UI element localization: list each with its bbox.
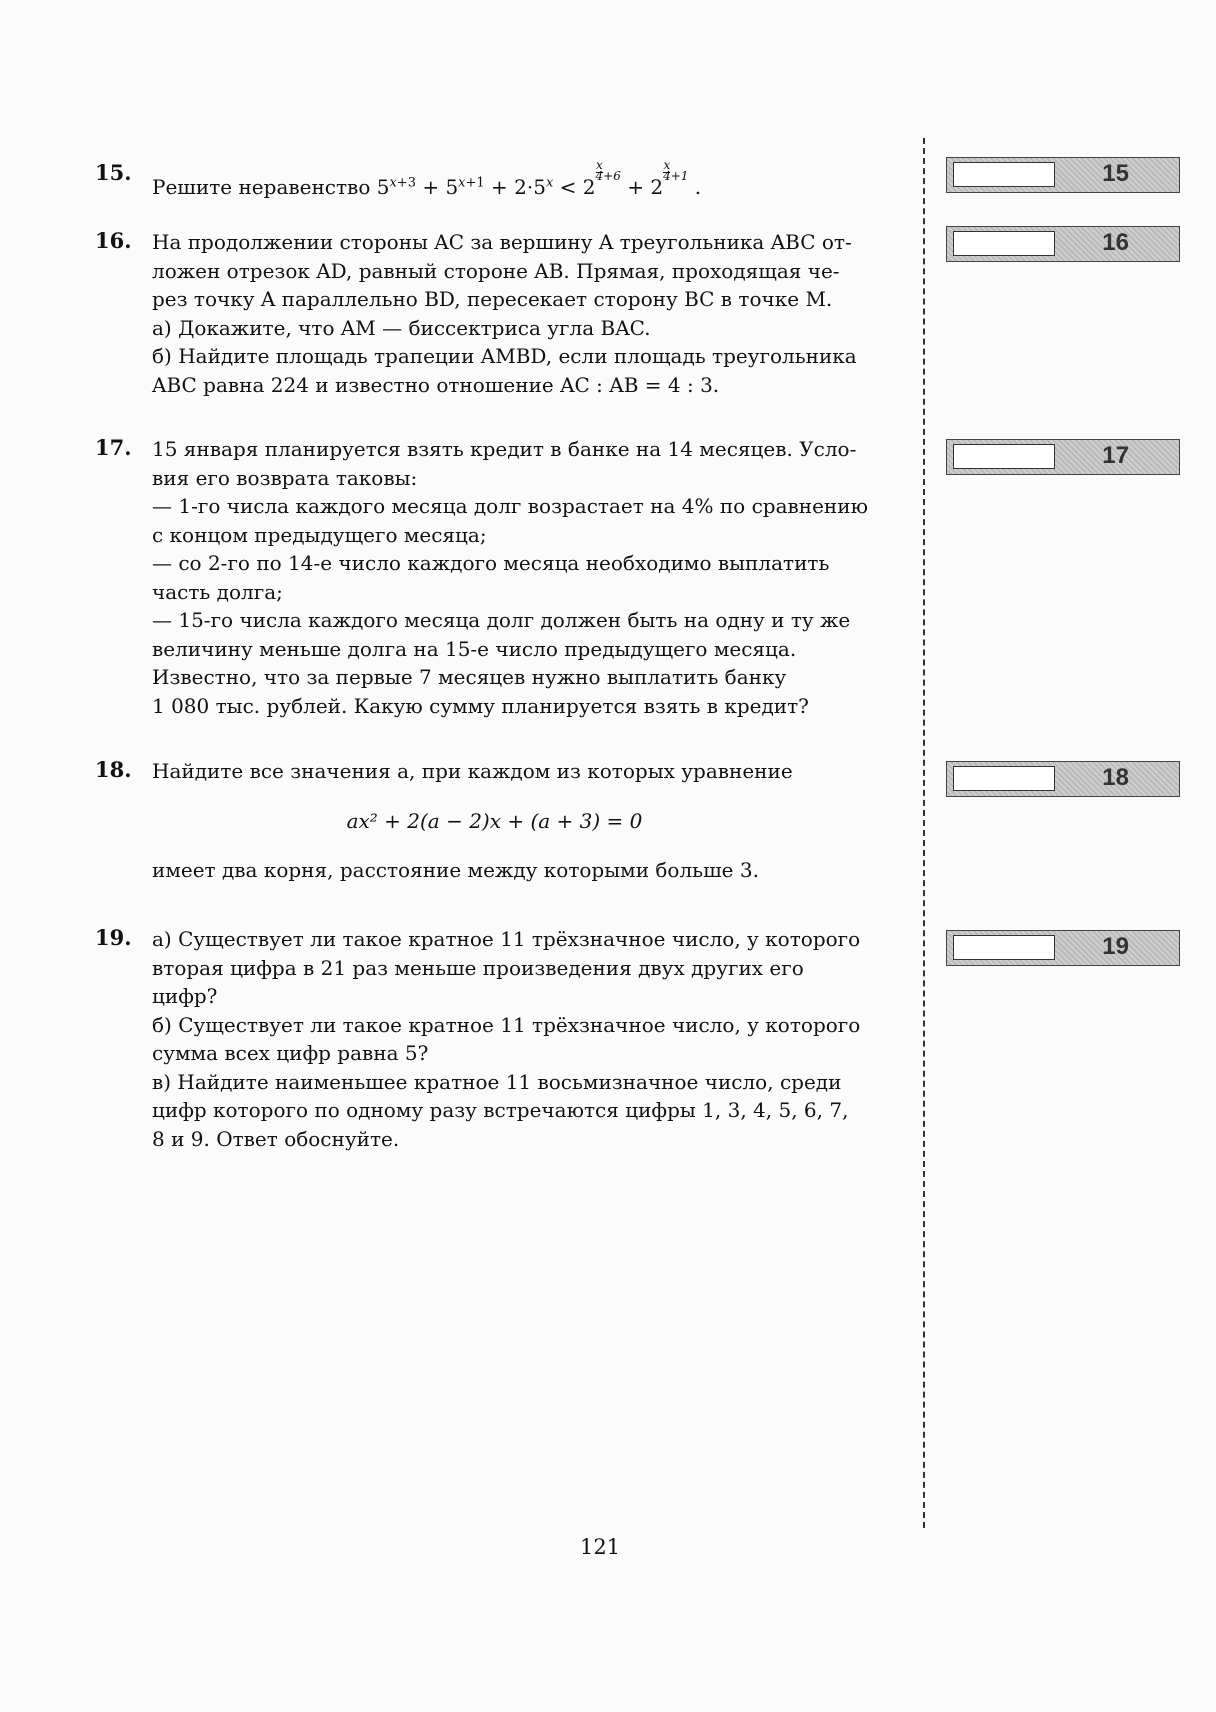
text-line: б) Существует ли такое кратное 11 трёхзначное число, у которого [152, 1012, 861, 1037]
answer-box-19[interactable] [946, 930, 1180, 966]
text-line: Найдите все значения a, при каждом из которых уравнение [152, 759, 793, 783]
text-line: 1 080 тыс. рублей. Какую сумму планируется взять в кредит? [152, 693, 809, 718]
text-line: сумма всех цифр равна 5? [152, 1041, 429, 1065]
text-line: цифр? [152, 984, 218, 1008]
text-line: с концом предыдущего месяца; [152, 522, 487, 547]
text-line: цифр которого по одному разу встречаются цифры 1, 3, 4, 5, 6, 7, [152, 1098, 849, 1122]
answer-box-label: 17 [1102, 442, 1129, 469]
answer-field[interactable] [953, 935, 1055, 960]
page-number: 121 [580, 1535, 621, 1559]
answer-field[interactable] [953, 231, 1055, 256]
problem-number: 15. [95, 160, 132, 185]
text-line: а) Докажите, что AM — биссектриса угла BAC. [152, 315, 651, 340]
problem-text [152, 435, 997, 720]
answer-box-17[interactable] [946, 439, 1180, 475]
text-line: имеет два корня, расстояние между которыми больше 3. [152, 858, 759, 882]
text-line: 15 января планируется взять кредит в банке на 14 месяцев. Усло- [152, 437, 857, 461]
equation: ax² + 2(a − 2)x + (a + 3) = 0 [346, 808, 643, 833]
problem-prefix: Решите неравенство [152, 175, 371, 199]
text-line: — со 2-го по 14-е число каждого месяца необходимо выплатить [152, 551, 830, 575]
text-line: часть долга; [152, 579, 283, 604]
answer-box-15[interactable] [946, 157, 1180, 193]
answer-field[interactable] [953, 444, 1055, 469]
answer-box-label: 18 [1102, 764, 1129, 791]
problem-number: 17. [95, 435, 132, 460]
text-line: Известно, что за первые 7 месяцев нужно выплатить банку [152, 665, 787, 689]
problem-text [152, 757, 997, 885]
text-line: в) Найдите наименьшее кратное 11 восьмизначное число, среди [152, 1069, 842, 1094]
answer-box-label: 15 [1102, 160, 1129, 187]
text-line: На продолжении стороны AC за вершину A треугольника ABC от- [152, 230, 852, 254]
text-line: б) Найдите площадь трапеции AMBD, если площадь треугольника [152, 344, 857, 368]
margin-dashed-line [923, 138, 925, 1528]
answer-box-label: 16 [1102, 229, 1129, 256]
problem-text [152, 925, 997, 1153]
answer-field[interactable] [953, 766, 1055, 791]
text-line: вторая цифра в 21 раз меньше произведения двух других его [152, 955, 804, 980]
text-line: ABC равна 224 и известно отношение AC : AB = 4 : 3. [152, 372, 720, 397]
problem-number: 16. [95, 228, 132, 253]
text-line: ложен отрезок AD, равный стороне AB. Прямая, проходящая че- [152, 258, 840, 283]
problem-text [152, 228, 997, 399]
text-line: величину меньше долга на 15-е число предыдущего месяца. [152, 636, 797, 661]
answer-field[interactable] [953, 162, 1055, 187]
problem-text [152, 160, 997, 202]
text-line: а) Существует ли такое кратное 11 трёхзначное число, у которого [152, 927, 861, 951]
problem-number: 19. [95, 925, 132, 950]
problem-number: 18. [95, 757, 132, 782]
inequality: $5^{x+3} + 5^{x+1} + 2\cdot 5^x < 2x$ 4+6 + 2x 4+1 . [376, 158, 702, 199]
text-line: рез точку A параллельно BD, пересекает сторону BC в точке M. [152, 287, 833, 311]
text-line: вия его возврата таковы: [152, 465, 418, 490]
text-line: — 15-го числа каждого месяца долг должен быть на одну и ту же [152, 608, 851, 632]
text-line: 8 и 9. Ответ обоснуйте. [152, 1126, 400, 1151]
answer-box-16[interactable] [946, 226, 1180, 262]
text-line: — 1-го числа каждого месяца долг возрастает на 4% по сравнению [152, 494, 868, 518]
answer-box-label: 19 [1102, 933, 1129, 960]
answer-box-18[interactable] [946, 761, 1180, 797]
